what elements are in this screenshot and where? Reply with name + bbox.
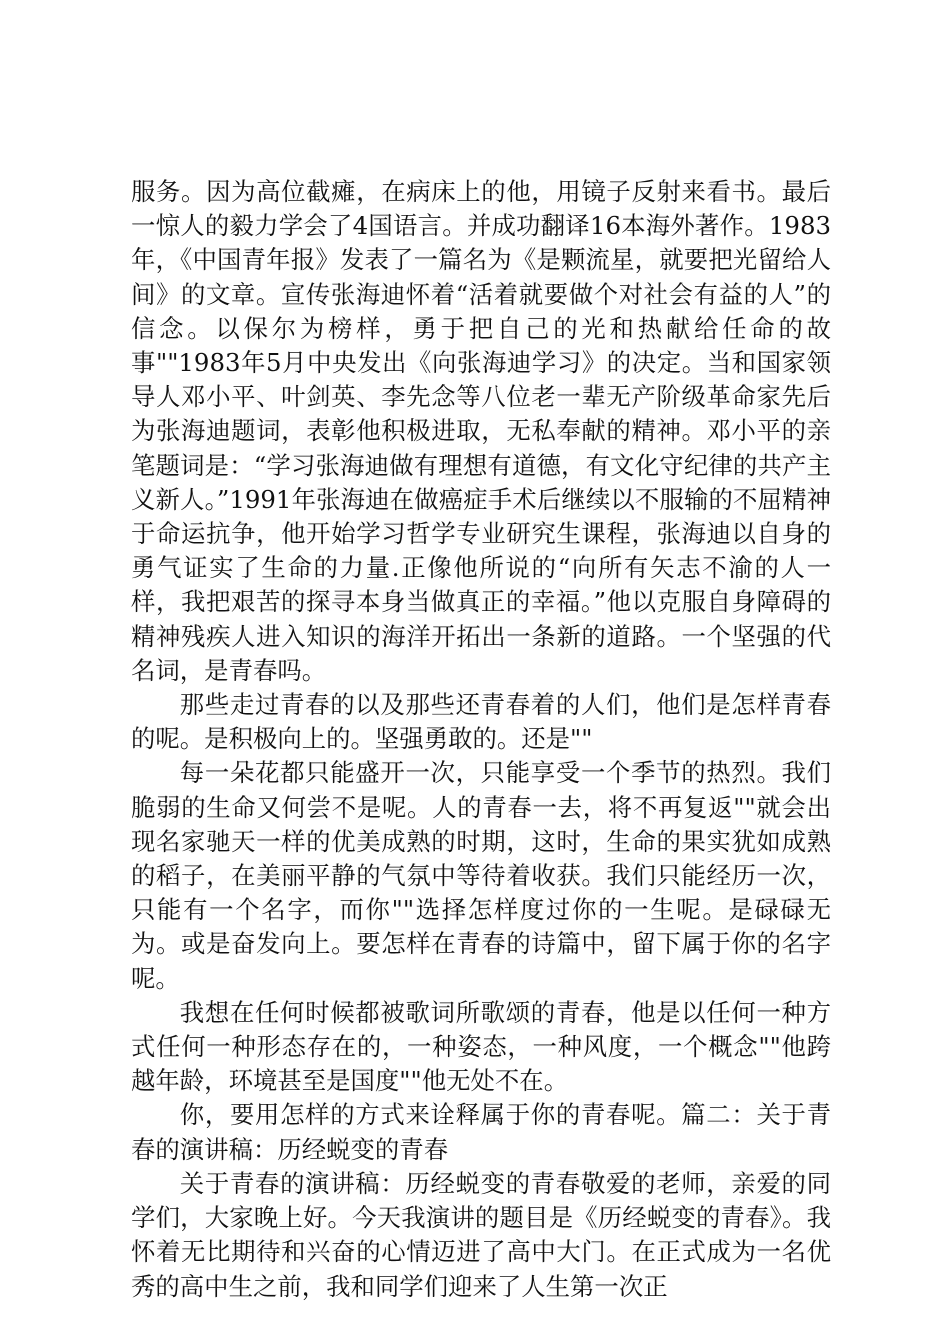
paragraph: 每一朵花都只能盛开一次，只能享受一个季节的热烈。我们脆弱的生命又何尝不是呢。人的青春一去，将不再复返""就会出现名家驰天一样的优美成熟的时期，这时，生命的果实犹如成熟的稻子，在美丽平静的气氛中等待着收获。我们只能经历一次，只能有一个名字，而你""选择怎样度过你的一生呢。是碌碌无为。或是奋发向上。要怎样在青春的诗篇中，留下属于你的名字呢。 <box>131 758 831 993</box>
paragraph: 服务。因为高位截瘫，在病床上的他，用镜子反射来看书。最后一惊人的毅力学会了4国语言。并成功翻译16本海外著作。1983年，《中国青年报》发表了一篇名为《是颗流星，就要把光留给人间》的文章。宣传张海迪怀着“活着就要做个对社会有益的人”的信念。以保尔为榜样，勇于把自己的光和热献给任命的故事""1983年5月中央发出《向张海迪学习》的决定。当和国家领导人邓小平、叶剑英、李先念等八位老一辈无产阶级革命家先后为张海迪题词，表彰他积极进取，无私奉献的精神。邓小平的亲笔题词是：“学习张海迪做有理想有道德，有文化守纪律的共产主义新人。”1991年张海迪在做癌症手术后继续以不服输的不屈精神于命运抗争，他开始学习哲学专业研究生课程，张海迪以自身的勇气证实了生命的力量.正像他所说的“向所有矢志不渝的人一样，我把艰苦的探寻本身当做真正的幸福。”他以克服自身障碍的精神残疾人进入知识的海洋开拓出一条新的道路。一个坚强的代名词，是青春吗。 <box>131 177 831 685</box>
paragraph: 我想在任何时候都被歌词所歌颂的青春，他是以任何一种方式任何一种形态存在的，一种姿态，一种风度，一个概念""他跨越年龄，环境甚至是国度""他无处不在。 <box>131 997 831 1096</box>
body-text <box>131 175 831 1304</box>
paragraph: 你，要用怎样的方式来诠释属于你的青春呢。篇二：关于青春的演讲稿：历经蜕变的青春 <box>131 1100 831 1164</box>
paragraph: 关于青春的演讲稿：历经蜕变的青春敬爱的老师，亲爱的同学们，大家晚上好。今天我演讲的题目是《历经蜕变的青春》。我怀着无比期待和兴奋的心情迈进了高中大门。在正式成为一名优秀的高中生之前，我和同学们迎来了人生第一次正 <box>131 1168 831 1301</box>
paragraph: 那些走过青春的以及那些还青春着的人们，他们是怎样青春的呢。是积极向上的。坚强勇敢的。还是"" <box>131 690 831 754</box>
